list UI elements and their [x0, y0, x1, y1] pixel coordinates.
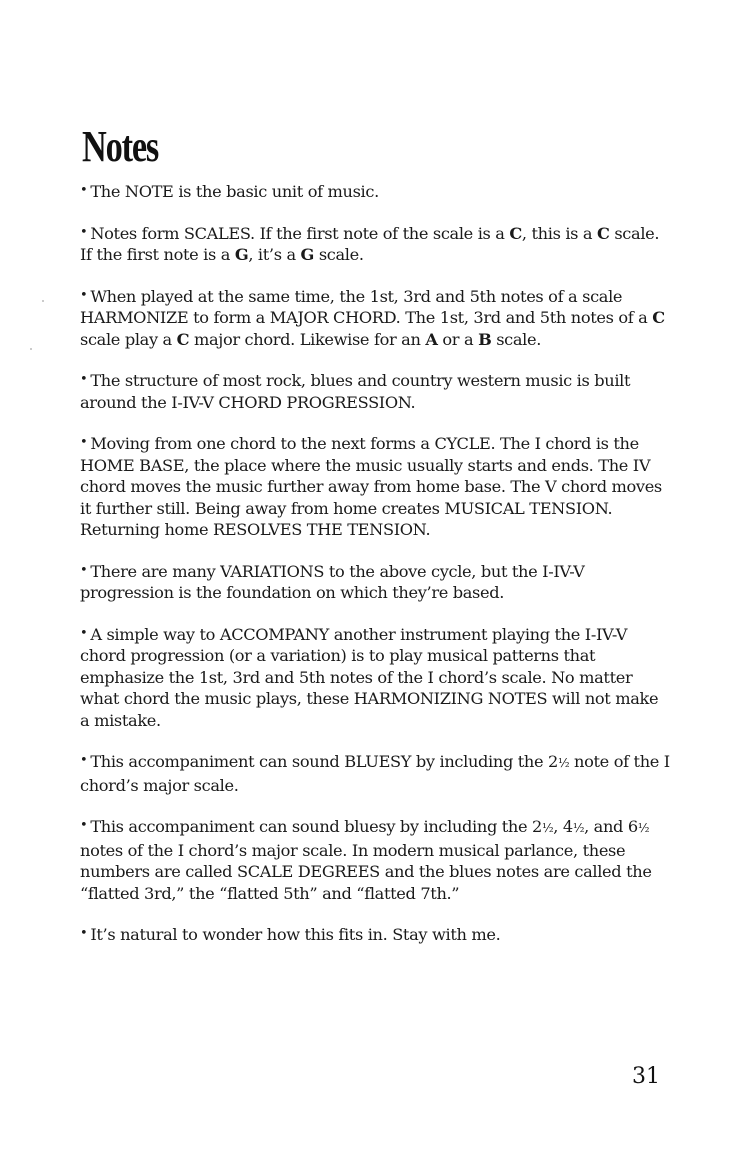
note-text: scale.	[314, 245, 364, 264]
note-text: note of the I chord’s major scale.	[80, 752, 670, 795]
bullet-icon: •	[80, 224, 88, 240]
note-item	[80, 285, 670, 351]
bold-note-letter: C	[597, 223, 610, 243]
bold-note-letter: C	[652, 308, 665, 327]
bold-note-letter: G	[300, 245, 315, 264]
note-text: major chord. Likewise for an	[189, 329, 426, 349]
note-item	[80, 923, 670, 946]
note-text: scale play a	[80, 329, 177, 349]
note-text: , this is a	[521, 223, 597, 243]
bold-note-letter: G	[234, 245, 249, 264]
bullet-icon: •	[80, 435, 88, 450]
scan-speck	[42, 300, 44, 302]
bullet-icon: •	[80, 926, 88, 941]
fraction-half: ½	[541, 821, 554, 835]
note-item	[80, 432, 670, 541]
note-text: , it’s a	[248, 245, 301, 264]
notes-list	[80, 180, 670, 965]
note-text: , 4	[553, 817, 573, 836]
note-text: or a	[437, 329, 479, 349]
bullet-icon: •	[80, 183, 88, 198]
bullet-icon: •	[80, 372, 88, 387]
note-text: scale.	[491, 329, 542, 349]
note-text: The structure of most rock, blues and country western music is built around the I-IV-V CHORD PROGRESSION.	[80, 371, 631, 412]
bullet-icon: •	[80, 625, 88, 641]
note-item	[80, 369, 670, 413]
note-item	[80, 623, 670, 732]
note-text: This accompaniment can sound BLUESY by including the 2	[90, 752, 558, 771]
bullet-icon: •	[80, 287, 88, 303]
note-text: There are many VARIATIONS to the above cycle, but the I-IV-V progression is the foundation on which they’re based.	[80, 561, 585, 602]
bold-note-letter: C	[509, 223, 522, 243]
note-text: This accompaniment can sound bluesy by including the 2	[90, 817, 542, 836]
note-text: It’s natural to wonder how this fits in. Stay with me.	[90, 925, 501, 944]
note-text: A simple way to ACCOMPANY another instrument playing the I-IV-V chord progression (or a variation) is to play musical patterns that emphasize the 1st, 3rd and 5th notes of the I chord’s scale. No matter what chord the music plays, these HARMONIZING NOTES will not make a mistake.	[80, 624, 659, 730]
page-number: 31	[632, 1064, 660, 1089]
fraction-half: ½	[637, 821, 650, 835]
bullet-icon: •	[80, 753, 88, 768]
note-item	[80, 222, 670, 266]
note-text: notes of the I chord’s major scale. In modern musical parlance, these numbers are called SCALE DEGREES and the blues notes are called the “flatted 3rd,” the “flatted 5th” and “flatted 7th.”	[80, 840, 652, 903]
fraction-half: ½	[557, 756, 570, 770]
note-text: Notes form SCALES. If the first note of the scale is a	[90, 223, 510, 243]
note-item	[80, 750, 670, 796]
fraction-half: ½	[572, 821, 585, 835]
scan-speck	[30, 348, 32, 350]
note-text: scale. If the first note is a	[80, 223, 660, 264]
note-item	[80, 180, 670, 203]
note-text: , and 6	[584, 817, 638, 836]
note-text: The NOTE is the basic unit of music.	[90, 182, 379, 201]
bold-note-letter: B	[478, 329, 492, 349]
bold-note-letter: A	[425, 329, 438, 349]
bullet-icon: •	[80, 818, 88, 833]
note-item	[80, 560, 670, 604]
bullet-icon: •	[80, 562, 88, 578]
page-title: Notes	[82, 122, 159, 172]
note-item	[80, 815, 670, 904]
bold-note-letter: C	[176, 329, 190, 349]
note-text: When played at the same time, the 1st, 3rd and 5th notes of a scale HARMONIZE to form a MAJOR CHORD. The 1st, 3rd and 5th notes of a	[80, 286, 653, 327]
note-text: Moving from one chord to the next forms a CYCLE. The I chord is the HOME BASE, the place where the music usually starts and ends. The IV chord moves the music further away from home base. The V chord moves it further still. Being away from home creates MUSICAL TENSION. Returning home RESOLVES THE TENSION.	[80, 434, 662, 539]
